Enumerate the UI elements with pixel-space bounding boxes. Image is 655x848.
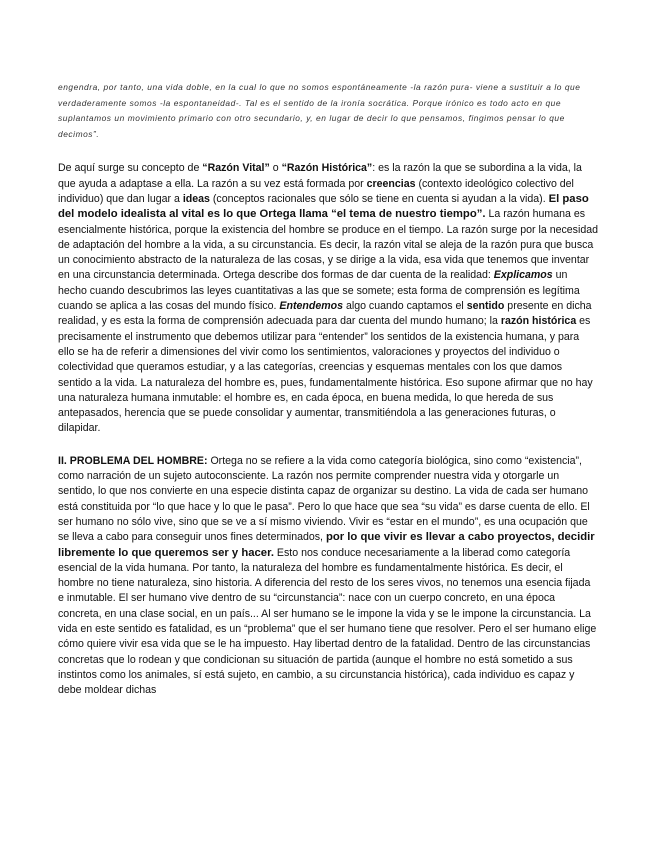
text-run: (conceptos racionales que sólo se tiene en cuenta si ayudan a la vida). xyxy=(209,192,549,205)
text-run: algo cuando captamos el xyxy=(343,300,467,313)
section-heading: II. PROBLEMA DEL HOMBRE: xyxy=(58,454,208,467)
text-run: De aquí surge su concepto de xyxy=(58,162,203,175)
bold-italic-term-explicamos: Explicamos xyxy=(493,269,553,282)
bold-term-razon-vital: “Razón Vital” xyxy=(202,162,270,175)
bold-italic-term-entendemos: Entendemos xyxy=(279,300,343,313)
text-run: es precisamente el instrumento que debemos utilizar para “entender” los sentidos de la existencia humana, y para ello se ha de referir a dimensiones del vivir como los sentimientos, valoraciones y proyectos del individuo o colectividad que queramos estudiar, y a las categorías, creencias y esquemas mentales con los que damos sentido a la vida. La naturaleza del hombre es, pues, fundamentalmente histórica. Eso supone afirmar que no hay una naturaleza humana inmutable: el hombre es, en cada época, en buena medida, lo que hereda de sus antepasados, herencia que se puede consolidar y aumentar, transmitiéndola a las generaciones futuras, o dilapidar. xyxy=(58,315,593,435)
italic-quote: engendra, por tanto, una vida doble, en la cual lo que no somos espontáneamente -la razón pura- viene a sustituir a lo que verdaderamente somos -la espontaneidad-. Tal es el sentido de la ironía socrática. Porque irónico es todo acto en que suplantamos un movimiento primario con otro secundario, y, en lugar de decir lo que pensamos, fingimos pensar lo que decimos”. xyxy=(58,82,581,139)
bold-sentence-tema-de-nuestro-tiempo: El paso del modelo idealista al vital es lo que Ortega llama “el tema de nuestro tiempo”. xyxy=(58,192,589,221)
bold-sentence-proyectos: por lo que vivir es llevar a cabo proyectos, decidir libremente lo que queremos ser y hacer. xyxy=(58,531,595,559)
bold-term-ideas: ideas xyxy=(182,192,210,205)
bold-term-razon-historica-2: razón histórica xyxy=(500,315,577,328)
bold-term-creencias: creencias xyxy=(366,177,416,190)
text-run: un hecho cuando descubrimos las leyes cuantitativas a las que se somete; esta forma de comprensión es legítima cuando se aplica a las cosas del mundo físico. xyxy=(58,269,580,313)
text-run: o xyxy=(269,162,282,175)
document-page xyxy=(58,80,598,698)
text-run: Esto nos conduce necesariamente a la liberad como categoría esencial de la vida humana. Por tanto, la naturaleza del hombre es fundamentalmente histórica. Es decir, el hombre no tiene naturaleza, sino historia. A diferencia del resto de los seres vivos, no tenemos una esencia fijada e inmutable. El ser humano vive dentro de su “circunstancia”: nace con un cuerpo concreto, en una época concreta, en una clase social, en un país... Al ser humano se le impone la vida y se le impone la circunstancia. La vida en este sentido es fatalidad, es un “problema” que el ser humano tiene que resolver. Pero el ser humano elige cómo quiere vivir esa vida que se le ha impuesto. Hay libertad dentro de la fatalidad. Dentro de las circunstancias concretas que lo rodean y que condicionan su situación de partida (aunque el hombre no está sometido a sus instintos como los animales, sí está sujeto, en cambio, a su circunstancia histórica), cada individuo es capaz y debe moldear dichas xyxy=(58,546,597,697)
text-run: La razón humana es esencialmente histórica, porque la existencia del hombre se produce en el tiempo. La razón surge por la necesidad de adaptación del hombre a la vida, a su circunstancia. Es decir, la razón vital se aleja de la razón pura que busca un conocimiento abstracto de la naturaleza de las cosas, y se dirige a la vida, esa vida que tenemos que inventar en una circunstancia determinada. Ortega describe dos formas de dar cuenta de la realidad: xyxy=(58,208,599,282)
bold-term-sentido: sentido xyxy=(466,300,505,313)
text-run: : es la razón la que se subordina a la vida, la que ayuda a adaptase a ella. La razón a su vez está formada por xyxy=(58,162,582,190)
text-run: Ortega no se refiere a la vida como categoría biológica, sino como “existencia”, como narración de un sujeto autoconsciente. La razón nos permite comprender nuestra vida y otorgarle un sentido, lo que nos convierte en una especie distinta capaz de organizar su destino. La vida de cada ser humano está constituida por “lo que hace y lo que le pasa”. Pero lo que hace que sea “su vida” es darse cuenta de ello. El ser humano no sólo vive, sino que se ve a sí mismo viviendo. Vivir es “estar en el mundo”, es una ocupación que se lleva a cabo para conseguir unos fines determinados, xyxy=(58,454,590,544)
paragraph-problema-del-hombre xyxy=(58,454,598,699)
bold-term-razon-historica: “Razón Histórica” xyxy=(281,162,373,175)
text-run: presente en dicha realidad, y es esta la forma de comprensión adecuada para dar cuenta del mundo humano; la xyxy=(58,300,592,328)
paragraph-razon-vital xyxy=(58,161,598,436)
text-run: (contexto ideológico colectivo del individuo) que dan lugar a xyxy=(58,177,574,205)
